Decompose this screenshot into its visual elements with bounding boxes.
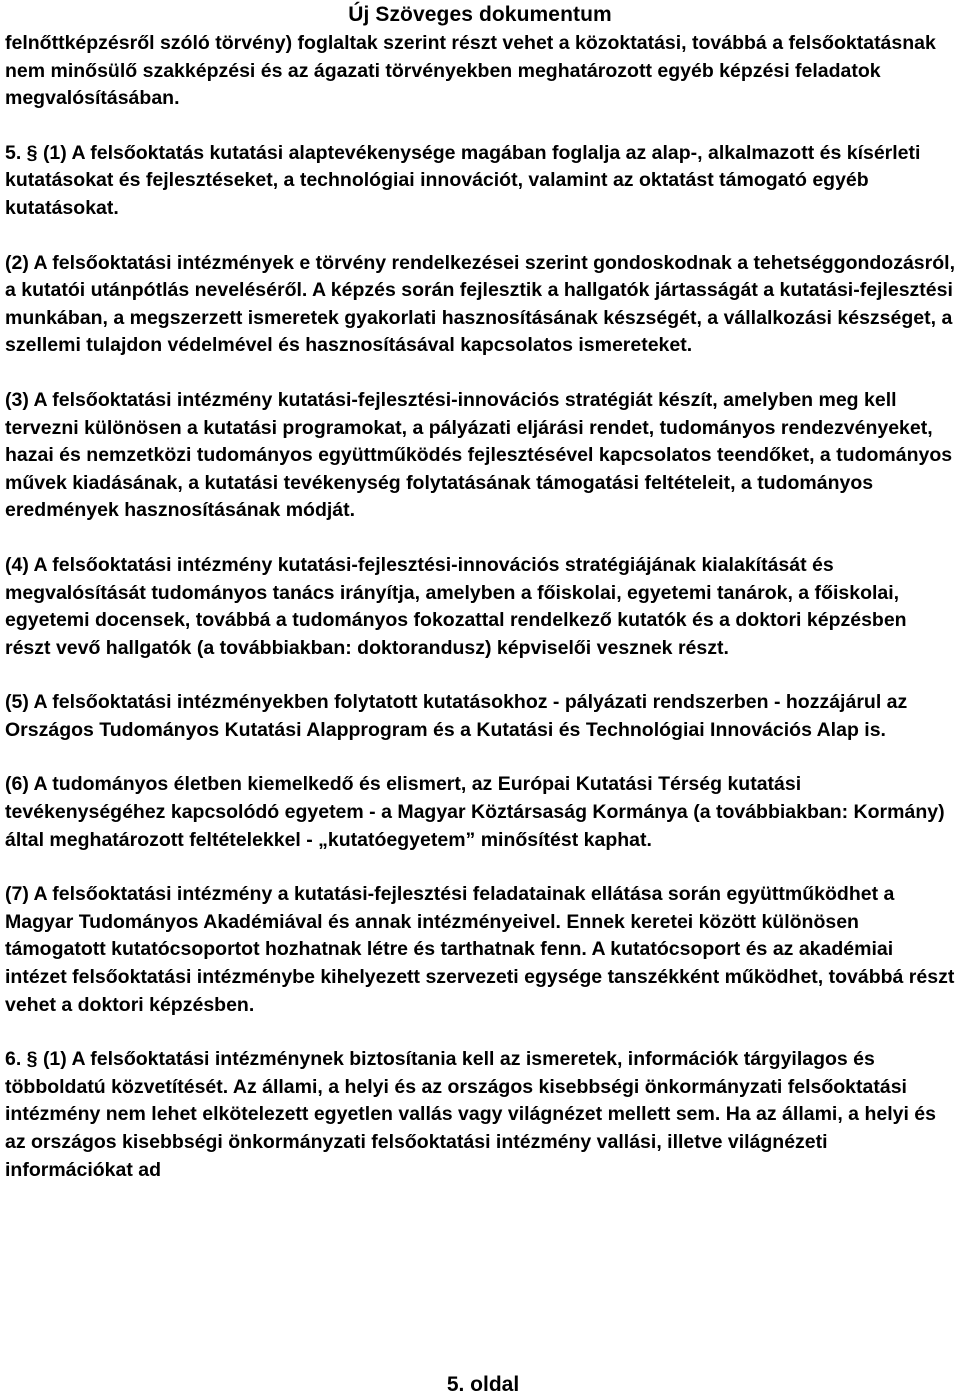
paragraph-section-5-7: (7) A felsőoktatási intézmény a kutatási-fejlesztési feladatainak ellátása során együttműködhet a Magyar Tudományos Akadémiával és annak intézményeivel. Ennek keretei között különösen támogatott kutatócsoportot hozhatnak létre és tarthatnak fenn. A kutatócsoport és az akadémiai intézet felsőoktatási intézménybe kihelyezett szervezeti egysége tanszékként működhet, továbbá részt vehet a doktori képzésben.: [5, 883, 955, 1016]
paragraph-section-5-6: (6) A tudományos életben kiemelkedő és elismert, az Európai Kutatási Térség kutatási tevékenységéhez kapcsolódó egyetem - a Magyar Köztársaság Kormánya (a továbbiakban: Kormány) által meghatározott feltételekkel - „kutatóegyetem” minősítést kaphat.: [5, 773, 945, 851]
document-title: Új Szöveges dokumentum: [348, 3, 612, 26]
paragraph-section-5-2: (2) A felsőoktatási intézmények e törvény rendelkezései szerint gondoskodnak a tehetséggondozásról, a kutatói utánpótlás neveléséről. A képzés során fejlesztik a hallgatók jártasságát a kutatási-fejlesztési munkában, a megszerzett ismeretek gyakorlati hasznosításának készségét, a vállalkozási készséget, a szellemi tulajdon védelmével és hasznosításával kapcsolatos ismereteket.: [5, 251, 955, 357]
paragraph-section-5-3: (3) A felsőoktatási intézmény kutatási-fejlesztési-innovációs stratégiát készít, amelyben meg kell tervezni különösen a kutatási programokat, a pályázati eljárási rendet, tudományos rendezvényeket, hazai és nemzetközi tudományos együttműködés fejlesztésével kapcsolatos teendőket, a tudományos művek kiadásának, a kutatási tevékenység folytatásának támogatási feltételeit, a tudományos eredmények hasznosításának módját.: [5, 388, 953, 522]
paragraph-section-5-4: (4) A felsőoktatási intézmény kutatási-fejlesztési-innovációs stratégiájának kialakítását és megvalósítását tudományos tanács irányítja, amelyben a főiskolai, egyetemi tanárok, a főiskolai, egyetemi docensek, továbbá a tudományos fokozattal rendelkező kutatók és a doktori képzésben részt vevő hallgatók (a továbbiakban: doktorandusz) képviselői vesznek részt.: [5, 553, 907, 659]
paragraph-section-5-5: (5) A felsőoktatási intézményekben folytatott kutatásokhoz - pályázati rendszerben - hozzájárul az Országos Tudományos Kutatási Alapprogram és a Kutatási és Technológiai Innovációs Alap is.: [5, 691, 908, 741]
paragraph-intro: felnőttképzésről szóló törvény) foglaltak szerint részt vehet a közoktatási, továbbá a felsőoktatásnak nem minősülő szakképzési és az ágazati törvényekben meghatározott egyéb képzési feladatok megvalósításában.: [5, 32, 936, 110]
page-number: 5. oldal: [446, 1373, 520, 1396]
paragraph-section-5-1: 5. § (1) A felsőoktatás kutatási alaptevékenysége magában foglalja az alap-, alkalmazott és kísérleti kutatásokat és fejlesztéseket, a technológiai innovációt, valamint az oktatást támogató egyéb kutatásokat.: [5, 141, 921, 219]
paragraph-section-6-1: 6. § (1) A felsőoktatási intézménynek biztosítania kell az ismeretek, információk tárgyilagos és többoldatú közvetítését. Az állami, a helyi és az országos kisebbségi önkormányzati felsőoktatási intézmény nem lehet elkötelezett egyetlen vallás vagy világnézet mellett sem. Ha az állami, a helyi és az országos kisebbségi önkormányzati felsőoktatási intézmény vallási, illetve világnézeti információkat ad: [5, 1048, 936, 1181]
document-body: [5, 30, 955, 1211]
